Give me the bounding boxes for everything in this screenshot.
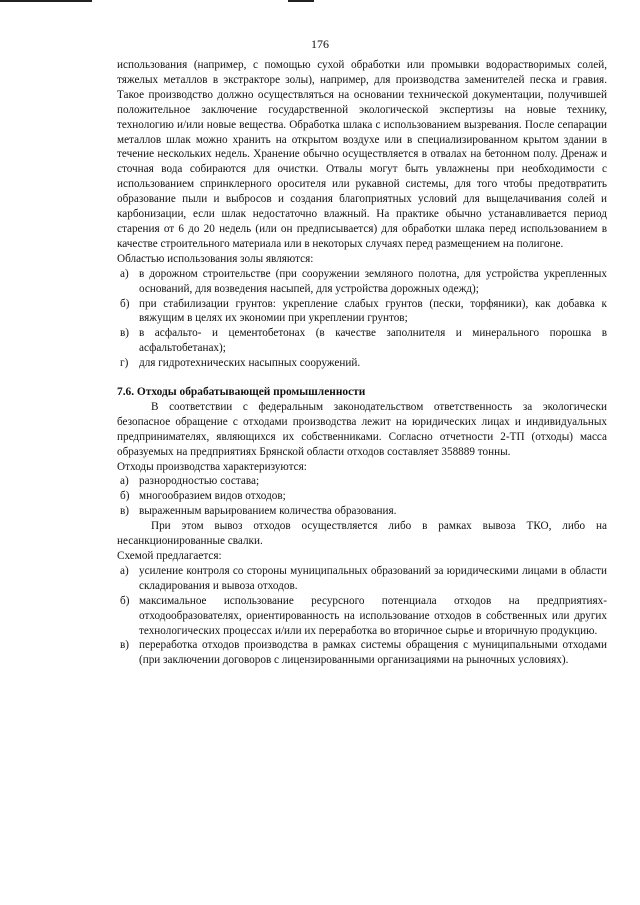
list-item: [117, 267, 607, 297]
ash-uses-heading: Областью использования золы являются:: [117, 252, 314, 265]
list-item-text: для гидротехнических насыпных сооружений.: [139, 357, 361, 370]
list-item-text: при стабилизации грунтов: укрепление слабых грунтов (пески, торфяники), как добавка к вяжущим в целях их экономии при укреплении грунтов;: [139, 297, 607, 325]
list-marker: в): [120, 505, 130, 518]
waste-characteristics-heading: Отходы производства характеризуются:: [117, 460, 307, 473]
list-item-text: в дорожном строительстве (при сооружении земляного полотна, для устройства укрепленных оснований, для возведения насыпей, для устройства дорожных одежд);: [139, 267, 607, 295]
list-item-text: выраженным варьированием количества образования.: [139, 505, 397, 518]
list-item: [117, 297, 607, 327]
list-marker: а): [120, 475, 129, 488]
list-item: [117, 564, 607, 594]
list-item: [117, 356, 607, 371]
list-item-text: разнородностью состава;: [139, 475, 260, 488]
intro-paragraph: использования (например, с помощью сухой обработки или промывки водорастворимых солей, тяжелых металлов в экстракторе золы), например, для производства заменителей песка и гравия. Такое производство должно осуществляться на основании технической документации, получившей положительное заключение государственной экологической экспертизы на новые технику, технологию и/или новые вещества. Обработка шлака с использованием вызревания. После сепарации металлов шлак можно хранить на открытом воздухе или в специализированном крытом здании в течение нескольких недель. Хранение обычно осуществляется в отвалах на бетонном полу. Дренаж и сточная вода собираются для очистки. Отвалы могут быть увлажнены при необходимости с использованием спринклерного оросителя или рукавной системы, для того чтобы предотвратить образование пыли и выбросов и создания благоприятных условий для выщелачивания солей и карбонизации, если шлак недостаточно влажный. На практике обычно устанавливается период старения от 6 до 20 недель (или он предписывается) для обработки шлака перед использованием в качестве строительного материала или в некоторых случаях перед размещением на полигоне.: [117, 59, 607, 250]
list-item: [117, 504, 607, 519]
document-body: [117, 58, 607, 668]
list-item-text: усиление контроля со стороны муниципальных образований за юридическими лицами в области складирования и вывоза отходов.: [139, 564, 607, 592]
list-item-text: максимальное использование ресурсного потенциала отходов на предприятиях-отходообразователях, ориентированность на использование отходов в собственных или других технологических процессах и/или их переработка во вторичное сырье и вторичную продукцию.: [139, 594, 607, 637]
list-item-text: в асфальто- и цементобетонах (в качестве заполнителя и минерального порошка в асфальтобетанах);: [139, 327, 607, 355]
list-item: [117, 489, 607, 504]
list-item: [117, 638, 607, 668]
scheme-list: [117, 564, 607, 668]
list-marker: б): [120, 490, 130, 503]
list-item: [117, 326, 607, 356]
list-marker: в): [120, 327, 130, 340]
scan-mark: [288, 0, 314, 2]
list-item-text: многообразием видов отходов;: [139, 490, 286, 503]
list-marker: б): [120, 594, 130, 607]
section-title: 7.6. Отходы обрабатывающей промышленности: [117, 386, 366, 399]
waste-characteristics-list: [117, 474, 607, 519]
list-item: [117, 474, 607, 489]
ash-uses-list: [117, 267, 607, 371]
list-item: [117, 594, 607, 639]
list-marker: г): [120, 357, 129, 370]
list-marker: а): [120, 267, 129, 280]
page-number: 176: [311, 37, 329, 51]
section-paragraph: В соответствии с федеральным законодательством ответственность за экологически безопасное обращение с отходами производства лежит на юридических лицах и индивидуальных предпринимателях, являющихся их собственниками. Согласно отчетности 2-ТП (отходы) масса образуемых на предприятиях Брянской области отходов составляет 358889 тонны.: [117, 400, 607, 458]
list-marker: в): [120, 639, 130, 652]
list-marker: б): [120, 297, 130, 310]
list-item-text: переработка отходов производства в рамках системы обращения с муниципальными отходами (при заключении договоров с лицензированными организациями на рыночных условиях).: [139, 639, 607, 667]
scheme-heading: Схемой предлагается:: [117, 550, 222, 562]
scan-mark: [0, 0, 92, 2]
list-marker: а): [120, 564, 129, 577]
removal-paragraph: При этом вывоз отходов осуществляется либо в рамках вывоза ТКО, либо на несанкционированные свалки.: [117, 520, 607, 548]
